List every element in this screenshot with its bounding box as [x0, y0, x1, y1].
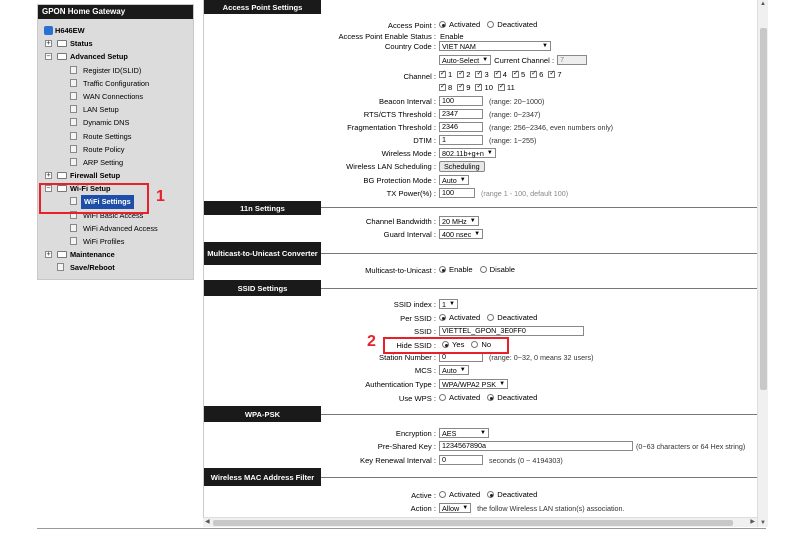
nav-label: Firewall Setup — [70, 171, 121, 181]
row-multicast — [204, 265, 768, 277]
section-divider — [321, 414, 768, 415]
dropdown-arrow-icon: ▼ — [449, 301, 455, 307]
select-value: 802.11b+g+n — [442, 148, 484, 158]
page-icon — [57, 263, 64, 271]
page-icon — [70, 79, 77, 87]
nav-label-selected: WiFi Settings — [81, 195, 134, 208]
row-per-ssid — [204, 313, 768, 325]
auth-type-label: Authentication Type : — [365, 380, 436, 389]
row-wireless-mode — [204, 148, 768, 160]
channel-checkbox-label: 11 — [506, 83, 515, 92]
section-header-ap: Access Point Settings — [204, 0, 321, 14]
select-value: AES — [442, 428, 457, 438]
channel-checkbox-3[interactable] — [475, 71, 482, 78]
encryption-label: Encryption : — [395, 429, 436, 438]
dropdown-arrow-icon: ▼ — [469, 218, 476, 224]
nav-root[interactable] — [38, 24, 193, 37]
section-divider — [321, 288, 768, 289]
bg-protection-label: BG Protection Mode : — [363, 176, 436, 185]
nav-item-advanced-setup[interactable] — [38, 50, 193, 63]
nav-label: Route Policy — [83, 144, 125, 154]
auth-type-select[interactable] — [439, 379, 508, 389]
wps-activated-radio[interactable] — [439, 394, 446, 401]
channel-checkbox-4[interactable] — [494, 71, 501, 78]
key-renewal-field[interactable]: 0 — [439, 455, 483, 465]
page-icon — [70, 158, 77, 166]
psk-hint: (0~63 characters or 64 Hex string) — [636, 441, 746, 451]
current-channel-field: 7 — [557, 55, 587, 65]
channel-checkbox-2[interactable] — [457, 71, 464, 78]
mac-action-label: Action : — [410, 504, 436, 513]
channel-checkbox-label: 7 — [557, 70, 562, 79]
nav-label: Traffic Configuration — [83, 78, 150, 88]
access-point-activated-radio[interactable] — [439, 21, 446, 28]
row-channel-mode — [204, 55, 768, 67]
nav-label: WiFi Advanced Access — [83, 223, 158, 233]
wireless-mode-label: Wireless Mode : — [381, 149, 436, 158]
channel-checkbox-label: 8 — [448, 83, 453, 92]
nav-item-wifi-profiles[interactable] — [38, 235, 193, 248]
nav-item-register-id[interactable] — [38, 64, 193, 77]
folder-icon — [57, 251, 67, 258]
section-header-multicast: Multicast-to-Unicast Converter — [204, 242, 321, 265]
nav-label: WiFi Profiles — [83, 237, 125, 246]
folder-icon — [57, 40, 67, 47]
ssid-index-select[interactable] — [439, 299, 458, 309]
page-icon — [70, 92, 77, 100]
scroll-up-icon[interactable]: ▲ — [760, 1, 766, 7]
channel-checkbox-11[interactable] — [498, 84, 505, 91]
key-renewal-label: Key Renewal Interval : — [360, 456, 436, 465]
wps-deactivated-radio[interactable] — [487, 394, 494, 401]
page-icon — [70, 224, 77, 232]
select-value: Auto — [442, 175, 457, 185]
ssid-index-label: SSID index : — [393, 300, 436, 309]
fragmentation-hint: (range: 256~2346, even numbers only) — [489, 122, 614, 132]
station-number-label: Station Number : — [379, 353, 436, 362]
channel-checkbox-10[interactable] — [475, 84, 482, 91]
scroll-right-icon[interactable]: ▶ — [750, 519, 755, 525]
radio-label: Deactivated — [497, 313, 538, 322]
channel-mode-select[interactable] — [439, 55, 491, 65]
multicast-disable-radio[interactable] — [480, 266, 487, 273]
folder-icon — [57, 172, 67, 179]
psk-label: Pre-Shared Key : — [377, 442, 436, 451]
fragmentation-label: Fragmentation Threshold : — [347, 123, 436, 132]
radio-label: Deactivated — [497, 20, 538, 29]
sidebar-title: GPON Home Gateway — [38, 5, 193, 19]
nav-item-dynamic-dns[interactable] — [38, 116, 193, 129]
row-ssid-index — [204, 299, 768, 311]
dropdown-arrow-icon: ▼ — [459, 367, 466, 373]
scroll-left-icon[interactable]: ◀ — [205, 519, 210, 525]
encryption-select[interactable] — [439, 428, 489, 438]
mcs-label: MCS : — [414, 366, 436, 375]
channel-checkbox-label: 10 — [484, 83, 493, 92]
guard-interval-select[interactable] — [439, 229, 483, 239]
use-wps-label: Use WPS : — [398, 394, 436, 403]
row-fragmentation — [204, 122, 768, 134]
nav-label: Advanced Setup — [70, 52, 128, 62]
ssid-field[interactable]: VIETTEL_GPON_3E0FF0 — [439, 326, 584, 336]
nav-label: ARP Setting — [83, 157, 124, 167]
radio-label: Deactivated — [497, 490, 538, 499]
page-icon — [70, 145, 77, 153]
per-ssid-label: Per SSID : — [400, 314, 436, 323]
nav-item-wifi-advanced-access[interactable] — [38, 222, 193, 235]
per-ssid-deactivated-radio[interactable] — [487, 314, 494, 321]
annotation-box-2 — [383, 337, 509, 354]
scroll-thumb[interactable] — [760, 28, 767, 390]
dropdown-arrow-icon: ▼ — [482, 57, 489, 63]
dtim-hint: (range: 1~255) — [489, 135, 537, 145]
row-auth-type — [204, 379, 768, 391]
dropdown-arrow-icon: ▼ — [459, 177, 466, 183]
row-channel-bandwidth — [204, 216, 768, 228]
scroll-thumb[interactable] — [213, 520, 733, 526]
section-header-mac-filter: Wireless MAC Address Filter — [204, 468, 321, 486]
nav-label: Dynamic DNS — [83, 118, 130, 128]
hide-ssid-label: Hide SSID : — [396, 341, 436, 350]
mac-action-select[interactable] — [439, 503, 471, 513]
channel-checkbox-label: 1 — [448, 70, 453, 79]
channel-checkbox-7[interactable] — [548, 71, 555, 78]
nav-item-route-settings[interactable] — [38, 130, 193, 143]
nav-item-maintenance[interactable] — [38, 248, 193, 261]
beacon-interval-label: Beacon Interval : — [379, 97, 436, 106]
row-bg-protection — [204, 175, 768, 187]
horizontal-scrollbar[interactable] — [203, 517, 757, 527]
section-divider — [321, 477, 768, 478]
mac-active-label: Active : — [411, 491, 436, 500]
channel-checkbox-1[interactable] — [439, 71, 446, 78]
beacon-hint: (range: 20~1000) — [489, 96, 545, 106]
guard-interval-label: Guard Interval : — [383, 230, 436, 239]
row-scheduling — [204, 161, 768, 173]
current-channel-label: Current Channel : — [494, 55, 555, 65]
dtim-label: DTIM : — [413, 136, 436, 145]
rts-label: RTS/CTS Threshold : — [363, 110, 436, 119]
channel-checkbox-label: 5 — [520, 70, 526, 79]
nav-label: Save/Reboot — [70, 263, 115, 273]
station-number-hint: (range: 0~32, 0 means 32 users) — [489, 352, 594, 362]
radio-label: Activated — [449, 313, 481, 322]
page-divider — [37, 528, 766, 529]
multicast-enable-radio[interactable] — [439, 266, 446, 273]
sidebar-nav — [37, 4, 194, 280]
row-dtim — [204, 135, 768, 147]
nav-label: Route Settings — [83, 131, 132, 141]
nav-item-lan-setup[interactable] — [38, 103, 193, 116]
radio-label: Activated — [449, 490, 481, 499]
rts-hint: (range: 0~2347) — [489, 109, 541, 119]
router-icon — [44, 26, 53, 35]
collapse-icon[interactable]: − — [46, 184, 51, 193]
channel-checkbox-label: 6 — [539, 70, 544, 79]
collapse-icon[interactable]: − — [46, 52, 51, 61]
scheduling-label: Wireless LAN Scheduling : — [346, 162, 436, 171]
dropdown-arrow-icon: ▼ — [462, 505, 469, 511]
nav-item-wan-connections[interactable] — [38, 90, 193, 103]
radio-label: Yes — [452, 340, 465, 349]
rts-field[interactable]: 2347 — [439, 109, 483, 119]
channel-checkbox-9[interactable] — [457, 84, 464, 91]
ssid-label: SSID : — [414, 327, 436, 336]
per-ssid-activated-radio[interactable] — [439, 314, 446, 321]
mcs-select[interactable] — [439, 365, 469, 375]
psk-field[interactable]: 1234567890a — [439, 441, 633, 451]
nav-label: LAN Setup — [83, 105, 119, 115]
row-beacon — [204, 96, 768, 108]
folder-open-icon — [57, 53, 67, 60]
dropdown-arrow-icon: ▼ — [542, 43, 548, 49]
dropdown-arrow-icon: ▼ — [499, 381, 506, 387]
annotation-box-1 — [39, 183, 149, 214]
page-icon — [70, 118, 77, 126]
page-icon — [70, 66, 77, 74]
row-mac-action — [204, 503, 768, 515]
row-mcs — [204, 365, 768, 377]
section-divider — [321, 207, 768, 208]
row-channel-2 — [204, 83, 768, 95]
wireless-mode-select[interactable] — [439, 148, 496, 158]
annotation-number-1: 1 — [156, 188, 165, 205]
expand-icon[interactable]: + — [46, 250, 51, 259]
select-value: VIET NAM — [442, 41, 476, 51]
section-header-ssid: SSID Settings — [204, 280, 321, 296]
row-rts — [204, 109, 768, 121]
scheduling-button[interactable]: Scheduling — [439, 161, 485, 172]
nav-label: Register ID(SLID) — [83, 65, 142, 75]
nav-tree — [38, 19, 193, 275]
mac-action-hint: the follow Wireless LAN station(s) association. — [477, 503, 625, 513]
expand-icon[interactable]: + — [46, 39, 51, 48]
country-code-select[interactable] — [439, 41, 551, 51]
radio-label: No — [481, 340, 492, 349]
select-value: Auto — [442, 365, 457, 375]
row-channel — [204, 70, 768, 82]
mac-activated-radio[interactable] — [439, 491, 446, 498]
row-use-wps — [204, 393, 768, 405]
access-point-deactivated-radio[interactable] — [487, 21, 494, 28]
country-code-label: Country Code : — [384, 42, 436, 51]
tx-power-field[interactable]: 100 — [439, 188, 475, 198]
radio-label: Disable — [489, 265, 515, 274]
nav-item-route-policy[interactable] — [38, 143, 193, 156]
row-tx-power — [204, 188, 768, 200]
select-value: 1 — [442, 299, 446, 309]
key-renewal-hint: seconds (0 ~ 4194303) — [489, 455, 563, 465]
section-header-wpa-psk: WPA-PSK — [204, 406, 321, 422]
select-value: Auto-Select — [442, 55, 480, 65]
nav-item-status[interactable] — [38, 37, 193, 50]
vertical-scrollbar[interactable] — [757, 0, 768, 527]
page-icon — [70, 237, 77, 245]
select-value: 20 MHz — [442, 216, 467, 226]
channel-checkbox-label: 2 — [466, 70, 471, 79]
nav-label: Maintenance — [70, 250, 115, 260]
bg-protection-select[interactable] — [439, 175, 469, 185]
dtim-field[interactable]: 1 — [439, 135, 483, 145]
fragmentation-field[interactable]: 2346 — [439, 122, 483, 132]
channel-checkbox-label: 4 — [502, 70, 507, 79]
enable-status-label: Access Point Enable Status : — [338, 32, 436, 41]
beacon-interval-field[interactable]: 100 — [439, 96, 483, 106]
nav-item-save-reboot[interactable] — [38, 261, 193, 274]
nav-root-label: H646EW — [55, 26, 85, 35]
channel-checkbox-label: 9 — [466, 83, 471, 92]
channel-checkbox-label: 3 — [484, 70, 489, 79]
expand-icon[interactable]: + — [46, 171, 51, 180]
tx-power-hint: (range 1 - 100, default 100) — [481, 188, 569, 198]
row-country-code — [204, 41, 768, 53]
nav-item-firewall-setup[interactable] — [38, 169, 193, 182]
nav-label: Status — [70, 39, 93, 49]
section-header-11n: 11n Settings — [204, 201, 321, 215]
dropdown-arrow-icon: ▼ — [474, 231, 481, 237]
row-encryption — [204, 428, 768, 440]
nav-item-arp-setting[interactable] — [38, 156, 193, 169]
channel-checkbox-8[interactable] — [439, 84, 446, 91]
page-icon — [70, 105, 77, 113]
channel-checkbox-6[interactable] — [530, 71, 537, 78]
radio-label: Enable — [449, 265, 473, 274]
channel-checkbox-5[interactable] — [512, 71, 519, 78]
nav-label: WAN Connections — [83, 91, 144, 101]
radio-label: Activated — [449, 20, 481, 29]
mac-deactivated-radio[interactable] — [487, 491, 494, 498]
radio-label: Activated — [449, 393, 481, 402]
select-value: Allow — [442, 503, 460, 513]
tx-power-label: TX Power(%) : — [386, 189, 436, 198]
row-key-renewal — [204, 455, 768, 467]
nav-label: WiFi Basic Access — [83, 210, 144, 220]
section-divider — [321, 253, 768, 254]
dropdown-arrow-icon: ▼ — [486, 150, 493, 156]
annotation-number-2: 2 — [367, 333, 376, 350]
station-number-field[interactable]: 0 — [439, 352, 483, 362]
nav-label: Wi-Fi Setup — [70, 184, 111, 194]
access-point-label: Access Point : — [387, 21, 436, 30]
channel-label: Channel : — [403, 72, 436, 81]
main-content — [203, 0, 768, 527]
radio-label: Deactivated — [497, 393, 538, 402]
channel-bandwidth-select[interactable] — [439, 216, 479, 226]
row-mac-active — [204, 490, 768, 502]
scroll-down-icon[interactable]: ▼ — [760, 520, 766, 526]
channel-bandwidth-label: Channel Bandwidth : — [365, 217, 436, 226]
multicast-label: Multicast-to-Unicast : — [365, 266, 436, 275]
row-pre-shared-key — [204, 441, 768, 453]
enable-status-value: Enable — [440, 32, 464, 41]
page-icon — [70, 132, 77, 140]
select-value: 400 nsec — [442, 229, 472, 239]
nav-item-traffic-configuration[interactable] — [38, 77, 193, 90]
dropdown-arrow-icon: ▼ — [480, 430, 486, 436]
select-value: WPA/WPA2 PSK — [442, 379, 497, 389]
row-guard-interval — [204, 229, 768, 241]
